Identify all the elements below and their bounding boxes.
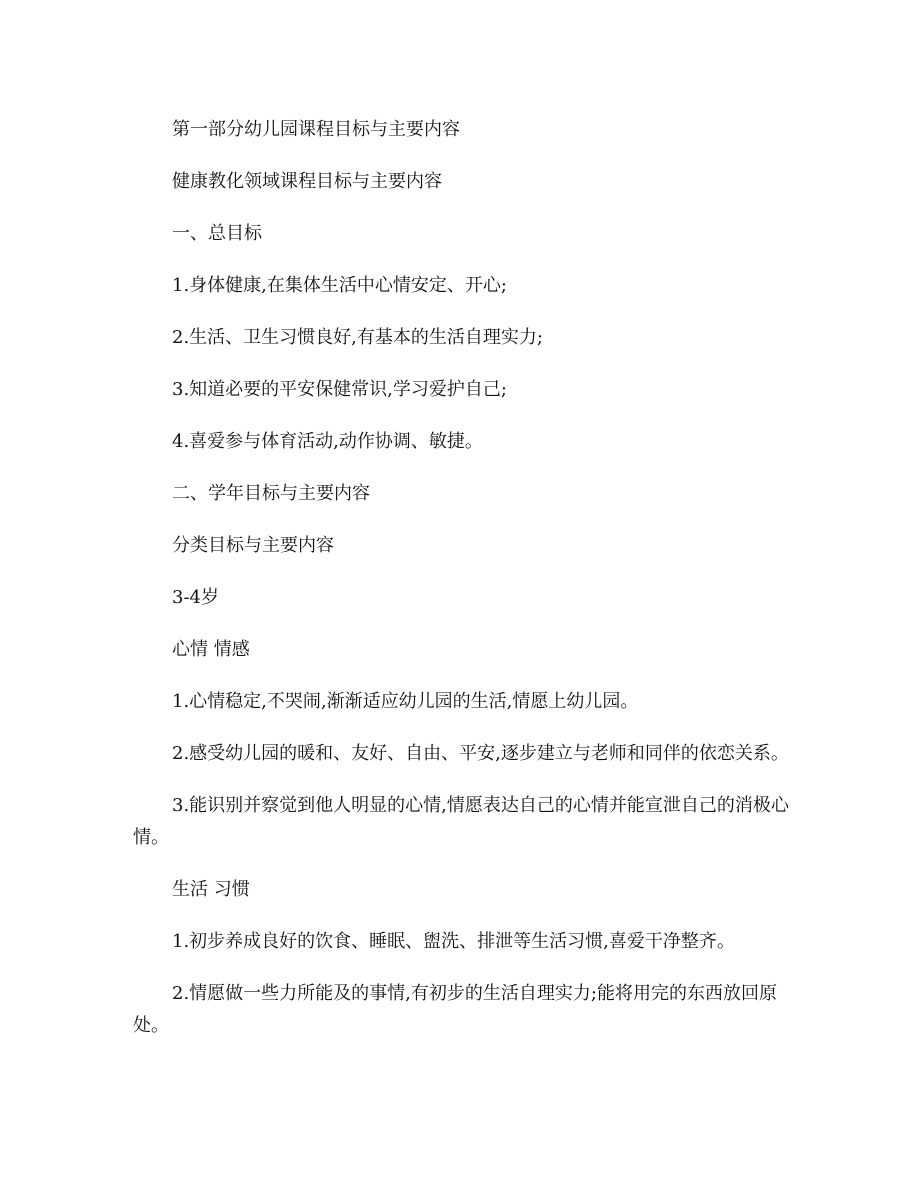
heading-general-goals: 一、总目标	[172, 223, 262, 244]
subsection-title: 健康教化领域课程目标与主要内容	[172, 171, 442, 192]
goal-item-3: 3.知道必要的平安保健常识,学习爱护自己;	[172, 379, 507, 400]
section-title: 第一部分幼儿园课程目标与主要内容	[172, 119, 460, 140]
habit-item-2-continued: 处。	[133, 1015, 169, 1036]
goal-item-2: 2.生活、卫生习惯良好,有基本的生活自理实力;	[172, 327, 543, 348]
habit-item-2: 2.情愿做一些力所能及的事情,有初步的生活自理实力;能将用完的东西放回原	[172, 983, 777, 1004]
heading-emotion: 心情 情感	[172, 639, 250, 660]
habit-item-1: 1.初步养成良好的饮食、睡眠、盥洗、排泄等生活习惯,喜爱干净整齐。	[172, 931, 735, 952]
heading-year-goals: 二、学年目标与主要内容	[172, 483, 370, 504]
heading-habits: 生活 习惯	[172, 879, 250, 900]
emotion-item-1: 1.心情稳定,不哭闹,渐渐适应幼儿园的生活,情愿上幼儿园。	[172, 691, 639, 712]
goal-item-1: 1.身体健康,在集体生活中心情安定、开心;	[172, 275, 507, 296]
emotion-item-3: 3.能识别并察觉到他人明显的心情,情愿表达自己的心情并能宣泄自己的消极心	[172, 795, 789, 816]
goal-item-4: 4.喜爱参与体育活动,动作协调、敏捷。	[172, 431, 483, 452]
age-group-label: 3-4岁	[172, 587, 219, 608]
heading-category-goals: 分类目标与主要内容	[172, 535, 334, 556]
emotion-item-3-continued: 情。	[133, 827, 169, 848]
emotion-item-2: 2.感受幼儿园的暖和、友好、自由、平安,逐步建立与老师和同伴的依恋关系。	[172, 743, 789, 764]
